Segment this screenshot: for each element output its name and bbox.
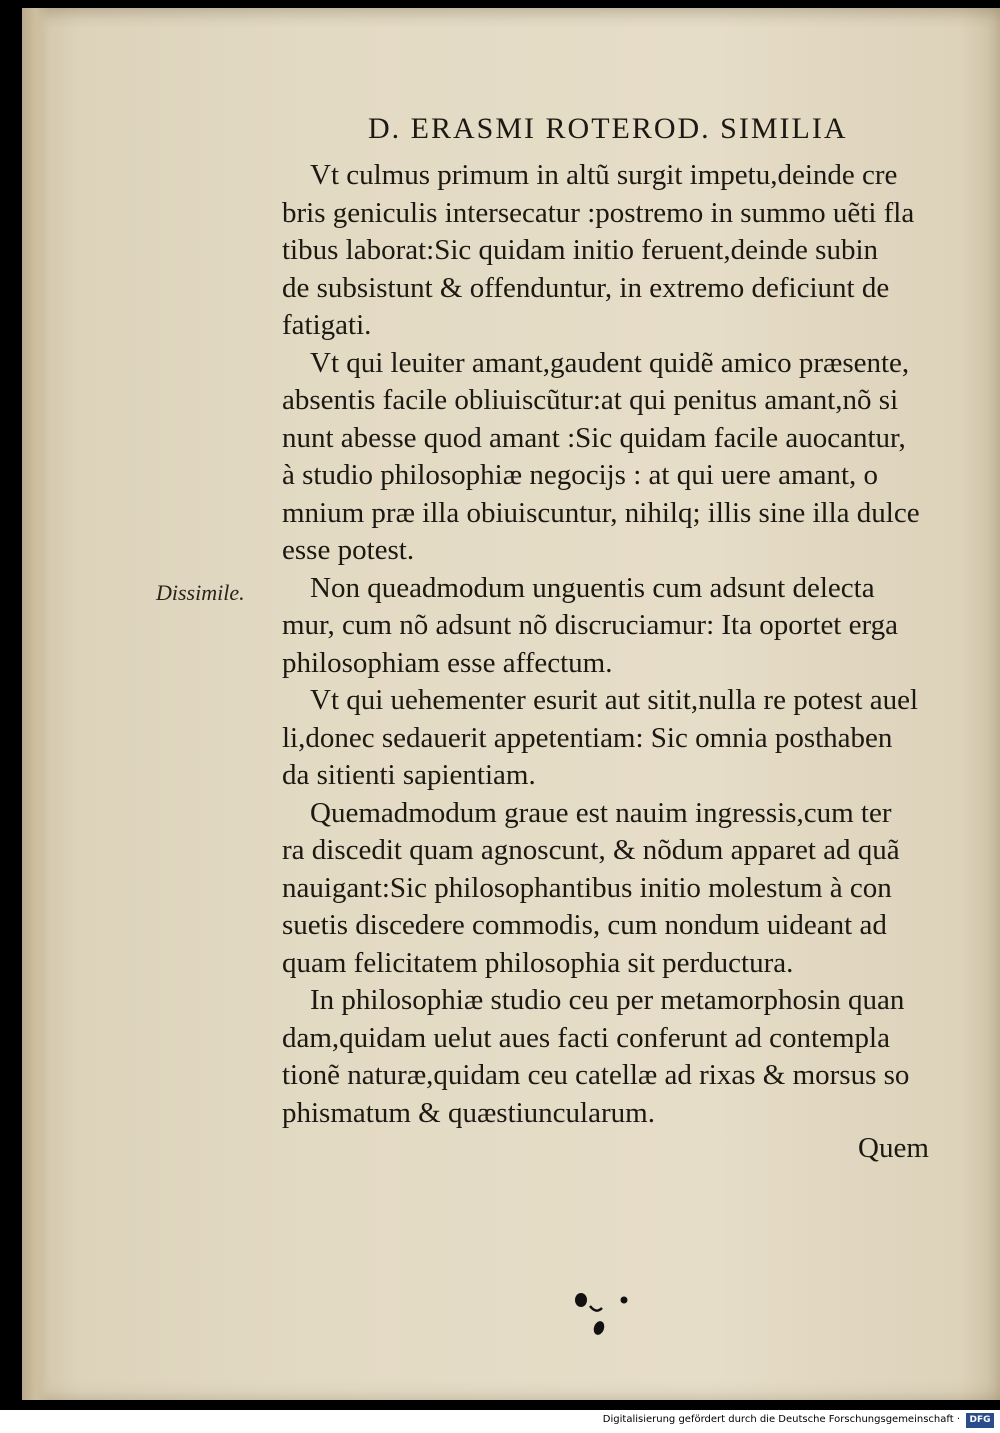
text-line: Quemadmodum graue est nauim ingressis,cum ter <box>310 796 892 829</box>
text-line: dam,quidam uelut aues facti conferunt ad contempla <box>282 1021 890 1054</box>
text-line: In philosophiæ studio ceu per metamorphosin quan <box>310 984 905 1016</box>
text-line: tibus laborat:Sic quidam initio feruent,deinde subin <box>282 234 879 266</box>
text-line: ra discedit quam agnoscunt, & nõdum apparet ad quã <box>282 834 900 866</box>
text-line: phismatum & quæstiuncularum. <box>282 1096 655 1129</box>
catchword: Quem <box>858 1132 929 1164</box>
text-line: Vt qui leuiter amant,gaudent quidẽ amico præsente, <box>310 346 910 379</box>
footer-credit: Digitalisierung gefördert durch die Deutsche Forschungsgemeinschaft · <box>602 1414 960 1425</box>
text-line: li,donec sedauerit appetentiam: Sic omnia posthaben <box>282 721 893 754</box>
text-line: Vt culmus primum in altũ surgit impetu,deinde cre <box>310 159 898 191</box>
page-gutter-shadow <box>22 8 50 1400</box>
text-line: de subsistunt & offenduntur, in extremo deficiunt de <box>282 271 890 304</box>
text-line: esse potest. <box>282 534 415 566</box>
main-text <box>282 157 972 1132</box>
paragraph-3 <box>282 570 972 683</box>
paragraph-2 <box>282 345 972 570</box>
text-line: nunt abesse quod amant :Sic quidam facile auocantur, <box>282 421 906 454</box>
paragraph-1 <box>282 157 972 345</box>
paragraph-4 <box>282 682 972 795</box>
text-line: philosophiam esse affectum. <box>282 646 613 679</box>
text-line: suetis discedere commodis, cum nondum uideant ad <box>282 909 887 941</box>
printer-ornament-icon <box>566 1286 636 1346</box>
text-line: bris geniculis intersecatur :postremo in summo uẽti fla <box>282 196 915 229</box>
text-line: tionẽ naturæ,quidam ceu catellæ ad rixas & morsus so <box>282 1059 910 1091</box>
text-line: à studio philosophiæ negocijs : at qui uere amant, o <box>282 459 879 491</box>
margin-note: Dissimile. <box>156 580 245 605</box>
text-line: nauigant:Sic philosophantibus initio molestum à con <box>282 871 892 904</box>
text-line: fatigati. <box>282 309 372 341</box>
paragraph-5 <box>282 795 972 983</box>
text-line: Vt qui uehementer esurit aut sitit,nulla re potest auel <box>310 684 919 716</box>
running-head: D. ERASMI ROTEROD. SIMILIA <box>368 112 848 145</box>
text-line: da sitienti sapientiam. <box>282 759 536 791</box>
text-line: Non queadmodum unguentis cum adsunt delecta <box>310 571 875 604</box>
text-line: quam felicitatem philosophia sit perductura. <box>282 946 794 979</box>
text-line: mur, cum nõ adsunt nõ discruciamur: Ita oportet erga <box>282 609 898 641</box>
digitization-footer <box>0 1410 1000 1433</box>
dfg-logo-icon: DFG <box>966 1413 994 1428</box>
text-line: mnium præ illa obiuiscuntur, nihilq; illis sine illa dulce <box>282 496 920 529</box>
paragraph-6 <box>282 982 972 1132</box>
text-line: absentis facile obliuiscũtur:at qui penitus amant,nõ si <box>282 384 899 416</box>
